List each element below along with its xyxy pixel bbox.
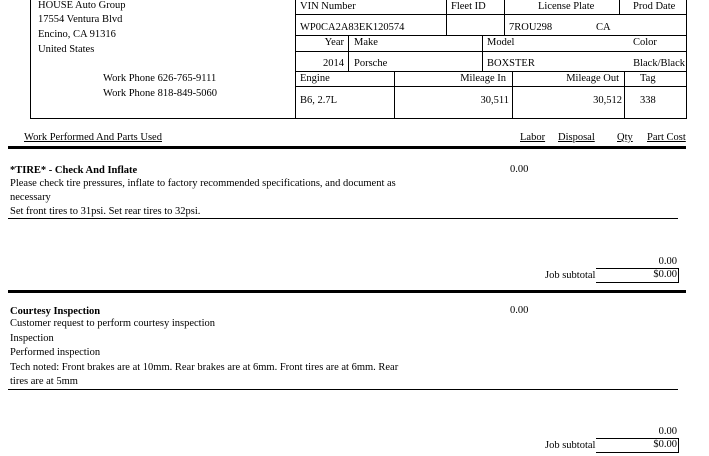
header-left-border	[30, 0, 31, 118]
mileage-tag-divider	[624, 71, 625, 118]
job-line: Inspection	[10, 333, 54, 344]
vin-value-line	[295, 35, 686, 36]
mileage-in-value: 30,511	[480, 95, 509, 106]
license-state-value: CA	[596, 22, 611, 33]
shop-work-phone-2: Work Phone 818-849-5060	[103, 88, 218, 99]
license-plate-value: 7ROU298	[509, 22, 553, 33]
vin-row-line	[295, 14, 686, 15]
job-subtotal-label: Job subtotal	[545, 270, 596, 281]
subtotal-right-rule	[678, 268, 679, 283]
year-value-line	[295, 71, 686, 72]
job-divider	[8, 218, 678, 219]
year-label: Year	[324, 37, 344, 48]
mileage-out-label: Mileage Out	[566, 73, 619, 84]
plate-prod-divider	[619, 0, 620, 15]
job-line: Please check tire pressures, inflate to factory recommended specifications, and document as	[10, 178, 396, 189]
engine-value: B6, 2.7L	[300, 95, 338, 106]
year-make-divider	[348, 35, 349, 71]
year-value: 2014	[323, 58, 344, 69]
tag-label: Tag	[640, 73, 656, 84]
vin-label: VIN Number	[300, 1, 356, 12]
job-separator-thick-rule	[8, 290, 686, 293]
fleet-plate-divider	[504, 0, 505, 35]
job-line: Set front tires to 31psi. Set rear tires to 32psi.	[10, 206, 201, 217]
shop-city: Encino, CA 91316	[38, 29, 116, 40]
header-thick-rule	[8, 146, 686, 149]
subtotal-right-rule	[678, 438, 679, 453]
job-title: *TIRE* - Check And Inflate	[10, 165, 138, 176]
license-plate-label: License Plate	[538, 1, 595, 12]
job-line: Tech noted: Front brakes are at 10mm. Rear brakes are at 6mm. Front tires are at 6mm. Rear	[10, 362, 399, 373]
col-disposal: Disposal	[558, 132, 595, 143]
vin-fleet-divider	[446, 0, 447, 35]
col-part-cost: Part Cost	[647, 132, 686, 143]
make-model-divider	[482, 35, 483, 71]
fleet-id-label: Fleet ID	[451, 1, 486, 12]
col-qty: Qty	[617, 132, 633, 143]
prod-date-label: Prod Date	[633, 1, 676, 12]
vin-value: WP0CA2A83EK120574	[300, 22, 405, 33]
engine-label: Engine	[300, 73, 330, 84]
job-subtotal-labor: 0.00	[658, 256, 677, 267]
job-subtotal-amount: $0.00	[653, 269, 677, 280]
job-labor: 0.00	[510, 164, 529, 175]
job-line: tires are at 5mm	[10, 376, 78, 387]
job-labor: 0.00	[510, 305, 529, 316]
subtotal-bottom-rule	[596, 452, 678, 453]
engine-mileage-divider	[394, 71, 395, 118]
shop-work-phone-1: Work Phone 626-765-9111	[103, 73, 217, 84]
make-label: Make	[354, 37, 378, 48]
model-label: Model	[487, 37, 515, 48]
shop-country: United States	[38, 44, 95, 55]
col-work-performed: Work Performed And Parts Used	[24, 132, 162, 143]
job-title: Courtesy Inspection	[10, 306, 101, 317]
engine-row-line	[295, 86, 686, 87]
job-subtotal-label: Job subtotal	[545, 440, 596, 451]
shop-name: HOUSE Auto Group	[38, 0, 126, 11]
mileage-out-value: 30,512	[593, 95, 622, 106]
color-label: Color	[633, 37, 657, 48]
make-value: Porsche	[354, 58, 388, 69]
col-labor: Labor	[520, 132, 546, 143]
color-value: Black/Black	[633, 58, 685, 69]
tag-value: 338	[640, 95, 656, 106]
job-line: Customer request to perform courtesy inspection	[10, 318, 215, 329]
mileage-in-label: Mileage In	[460, 73, 506, 84]
year-row-line	[295, 51, 686, 52]
model-value: BOXSTER	[487, 58, 535, 69]
mileage-in-out-divider	[512, 71, 513, 118]
job-divider	[8, 389, 678, 390]
job-subtotal-labor: 0.00	[658, 426, 677, 437]
job-line: necessary	[10, 192, 51, 203]
job-subtotal-amount: $0.00	[653, 439, 677, 450]
subtotal-bottom-rule	[596, 282, 678, 283]
job-line: Performed inspection	[10, 347, 101, 358]
header-right-border	[686, 0, 687, 118]
header-bottom-border	[30, 118, 687, 119]
shop-street: 17554 Ventura Blvd	[38, 14, 123, 25]
